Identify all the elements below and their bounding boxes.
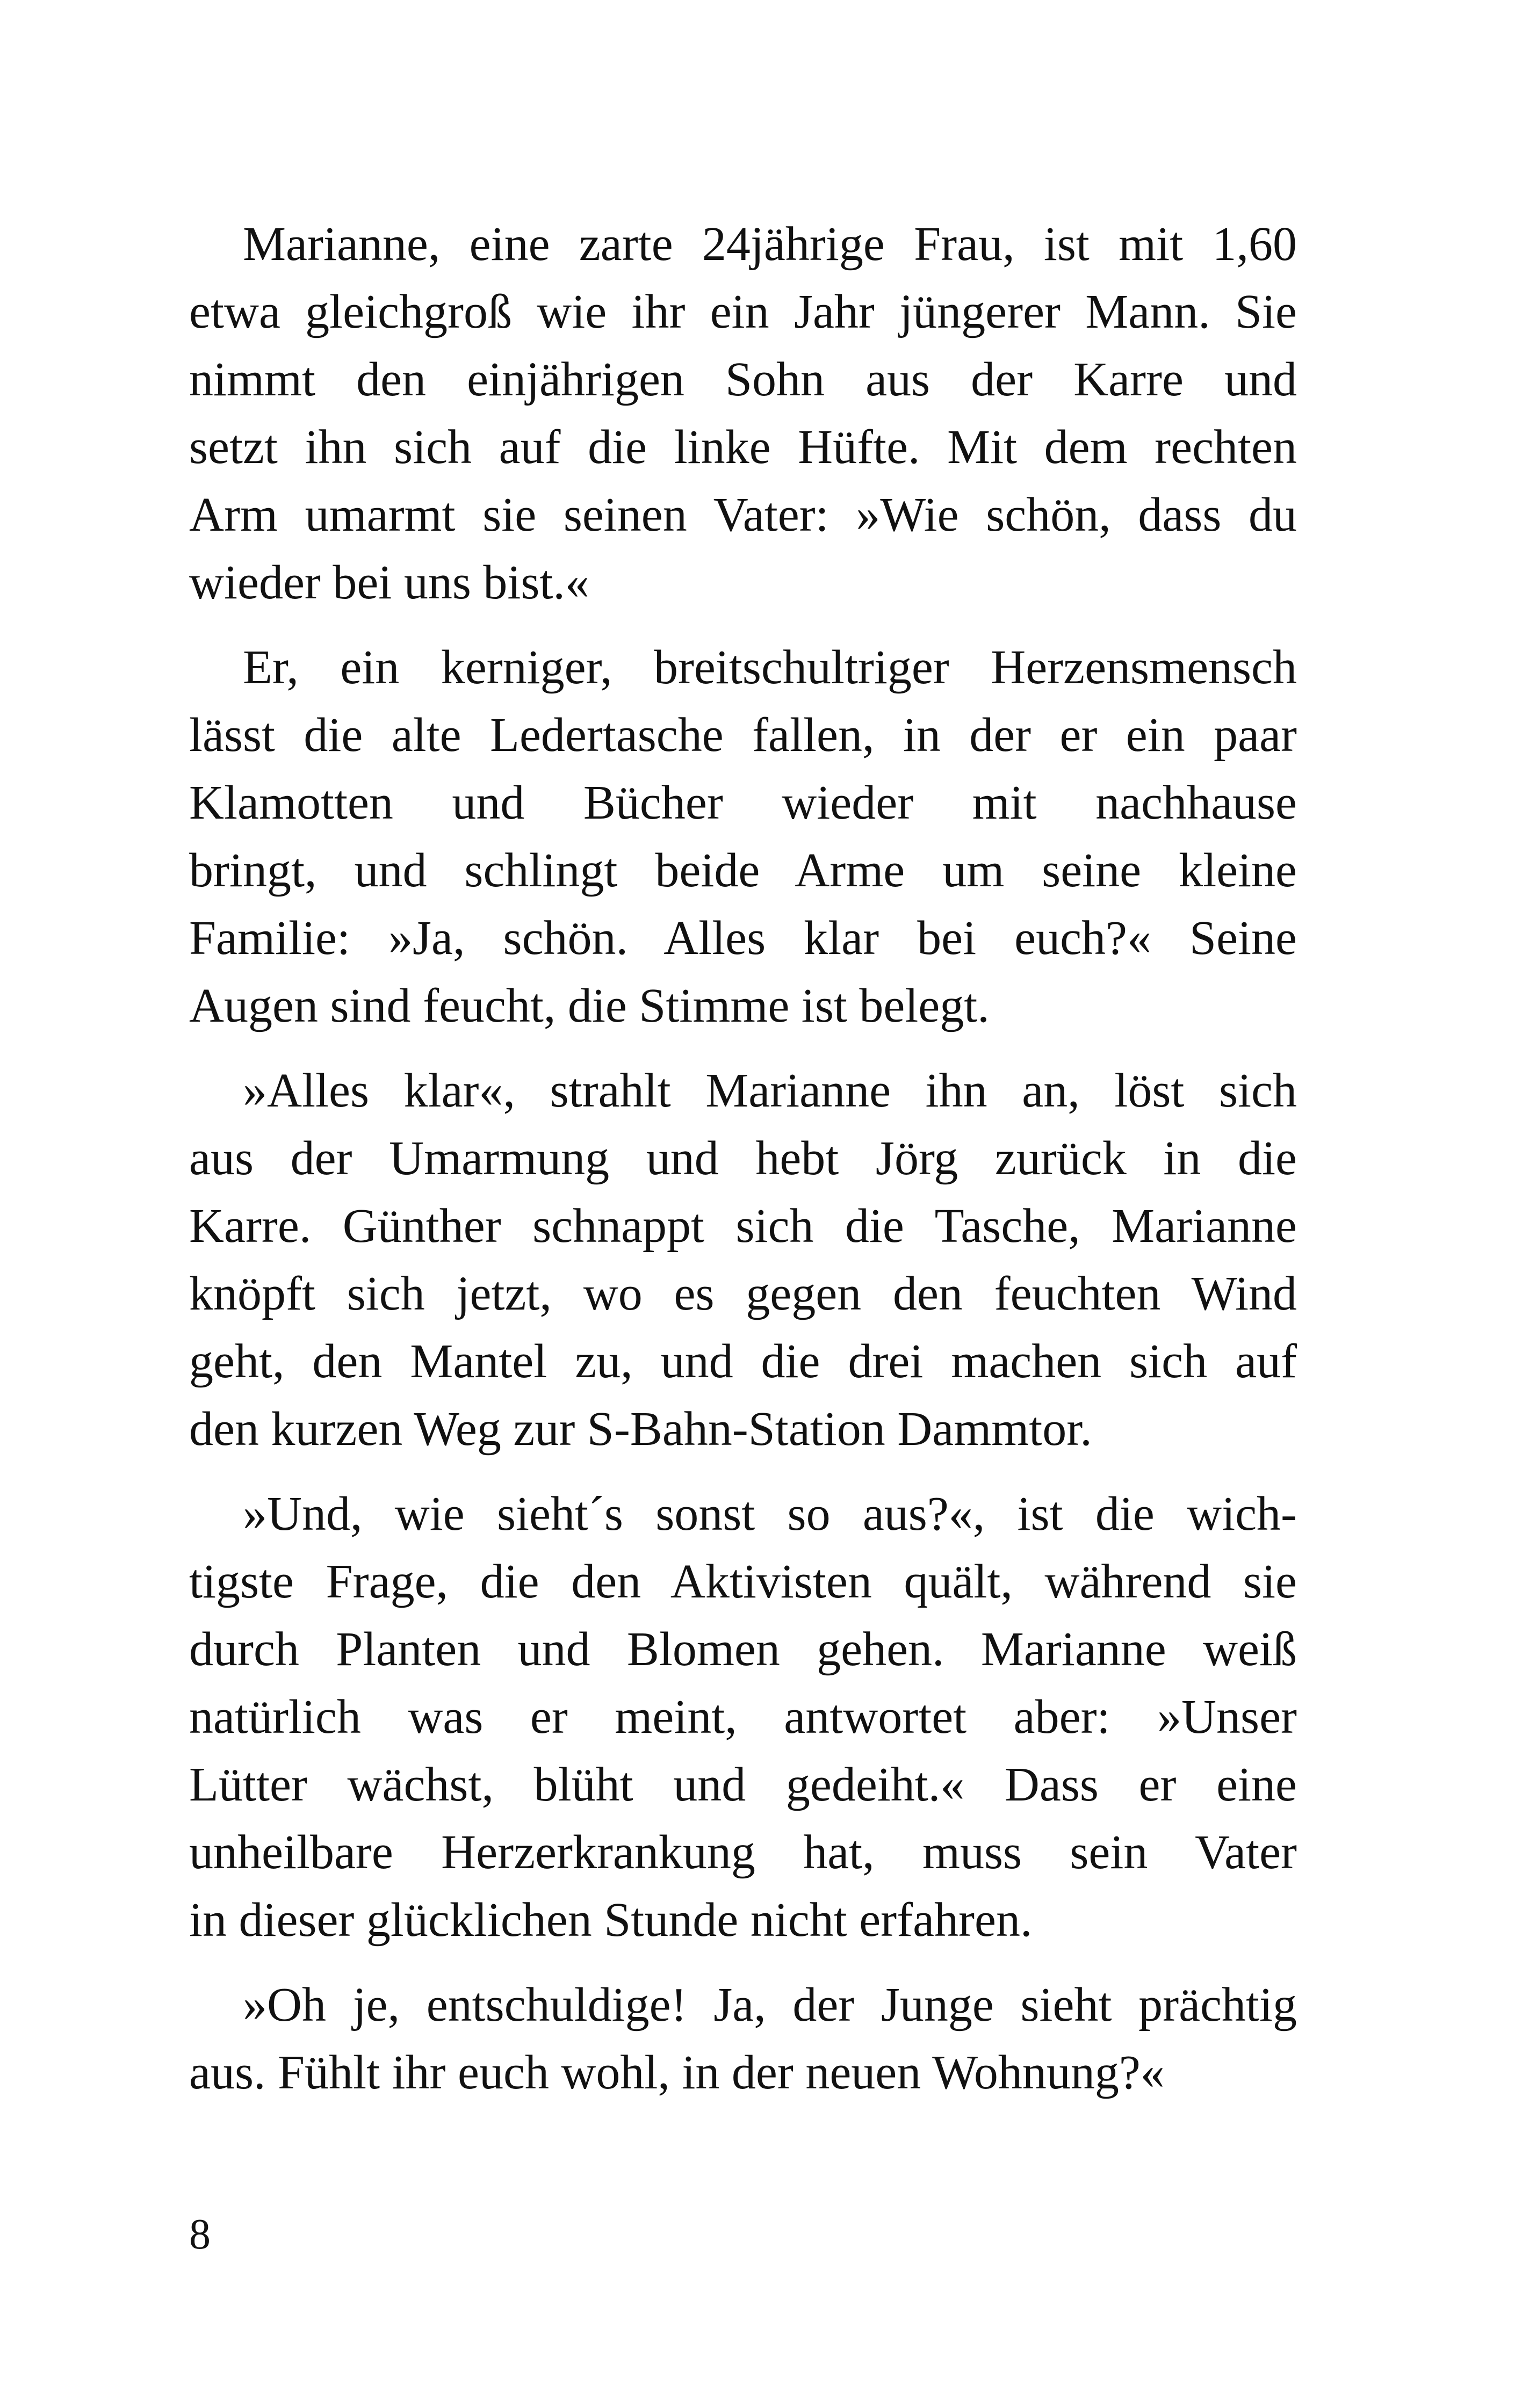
text-line: geht, den Mantel zu, und die drei machen sich auf [189, 1335, 1297, 1388]
text-line: Familie: »Ja, schön. Alles klar bei euch?« Seine [189, 912, 1297, 965]
text-line: »Und, wie sieht´s sonst so aus?«, ist die wich- [243, 1487, 1297, 1541]
paragraph-5 [189, 1971, 1297, 2107]
paragraph-1 [189, 211, 1297, 617]
text-line: Er, ein kerniger, breitschultriger Herzensmensch [243, 641, 1297, 694]
text-line: Karre. Günther schnappt sich die Tasche, Marianne [189, 1199, 1297, 1253]
text-line: setzt ihn sich auf die linke Hüfte. Mit dem rechten [189, 421, 1297, 474]
text-line: bringt, und schlingt beide Arme um seine kleine [189, 844, 1297, 897]
text-line: knöpft sich jetzt, wo es gegen den feuchten Wind [189, 1267, 1297, 1320]
paragraph-4 [189, 1480, 1297, 1954]
text-line: Klamotten und Bücher wieder mit nachhause [189, 776, 1297, 829]
paragraph-2 [189, 634, 1297, 1040]
text-line: den kurzen Weg zur S-Bahn-Station Dammtor. [189, 1402, 1092, 1456]
text-line: durch Planten und Blomen gehen. Marianne weiß [189, 1623, 1297, 1676]
text-line: in dieser glücklichen Stunde nicht erfahren. [189, 1893, 1033, 1947]
text-line: natürlich was er meint, antwortet aber: »Unser [189, 1690, 1297, 1744]
text-line: lässt die alte Ledertasche fallen, in der er ein paar [189, 708, 1297, 762]
text-line: Arm umarmt sie seinen Vater: »Wie schön, dass du [189, 488, 1297, 541]
text-line: Marianne, eine zarte 24jährige Frau, ist mit 1,60 [243, 218, 1297, 271]
body-text [189, 211, 1297, 2124]
text-line: Lütter wächst, blüht und gedeiht.« Dass er eine [189, 1758, 1297, 1811]
text-line: unheilbare Herzerkrankung hat, muss sein Vater [189, 1826, 1297, 1879]
text-line: etwa gleichgroß wie ihr ein Jahr jüngerer Mann. Sie [189, 285, 1297, 338]
text-line: aus der Umarmung und hebt Jörg zurück in die [189, 1132, 1297, 1185]
text-line: wieder bei uns bist.« [189, 556, 589, 609]
text-line: »Alles klar«, strahlt Marianne ihn an, löst sich [243, 1064, 1297, 1117]
text-line: »Oh je, entschuldige! Ja, der Junge sieht prächtig [243, 1978, 1297, 2031]
text-line: aus. Fühlt ihr euch wohl, in der neuen Wohnung?« [189, 2046, 1165, 2099]
paragraph-3 [189, 1057, 1297, 1463]
text-line: tigste Frage, die den Aktivisten quält, während sie [189, 1555, 1297, 1608]
page-number: 8 [189, 2211, 211, 2258]
text-line: nimmt den einjährigen Sohn aus der Karre und [189, 353, 1297, 406]
text-line: Augen sind feucht, die Stimme ist belegt. [189, 979, 990, 1032]
